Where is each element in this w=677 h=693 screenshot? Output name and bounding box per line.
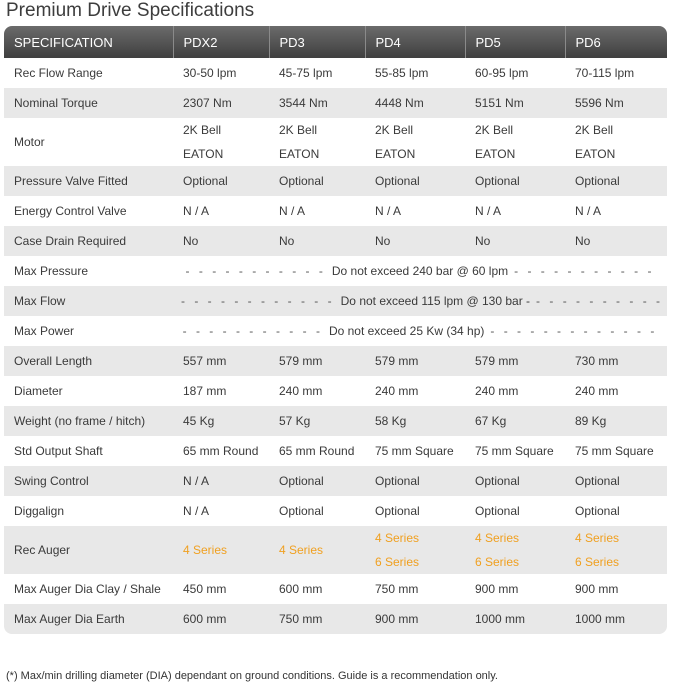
footnote: (*) Max/min drilling diameter (DIA) dependant on ground conditions. Guide is a recommendation only. — [6, 670, 498, 682]
auger-series-link[interactable]: 4 Series — [183, 543, 228, 557]
dash-leader-right: - - - - - - - - - - - - - — [490, 324, 658, 338]
table-row — [4, 604, 667, 634]
row-label: Diggalign — [4, 496, 173, 526]
value-cell — [269, 574, 365, 604]
value-text: 240 mm — [279, 384, 323, 398]
column-header-pdx2: PDX2 — [173, 26, 269, 58]
value-text: 5596 Nm — [575, 96, 624, 110]
table-row — [4, 574, 667, 604]
value-cell — [269, 604, 365, 634]
value-cell — [173, 196, 269, 226]
value-text: N / A — [475, 204, 502, 218]
value-cell — [365, 466, 465, 496]
row-label: Max Auger Dia Clay / Shale — [4, 574, 173, 604]
value-text: No — [575, 234, 591, 248]
value-text: 2K Bell — [183, 123, 222, 137]
value-cell — [465, 436, 565, 466]
value-cell — [269, 58, 365, 88]
value-text: 600 mm — [183, 612, 227, 626]
value-cell — [365, 574, 465, 604]
value-cell — [465, 466, 565, 496]
value-text: 450 mm — [183, 582, 227, 596]
value-text: 1000 mm — [475, 612, 526, 626]
value-text: Optional — [279, 474, 324, 488]
dash-leader-left: - - - - - - - - - - - - — [181, 294, 335, 308]
value-cell — [173, 436, 269, 466]
value-cell — [465, 376, 565, 406]
auger-series-link[interactable]: 6 Series — [475, 555, 520, 569]
value-text: 2K Bell — [575, 123, 614, 137]
value-cell — [173, 376, 269, 406]
value-text: 579 mm — [375, 354, 419, 368]
value-cell — [365, 604, 465, 634]
dash-leader-right: - - - - - - - - - - - — [514, 264, 655, 278]
value-text: No — [183, 234, 199, 248]
value-cell — [565, 88, 667, 118]
row-label: Max Power — [4, 316, 173, 346]
row-label: Nominal Torque — [4, 88, 173, 118]
value-text: 57 Kg — [279, 414, 311, 428]
value-text: N / A — [183, 504, 210, 518]
table-row — [4, 118, 667, 166]
auger-series-link[interactable]: 6 Series — [375, 555, 420, 569]
row-label: Case Drain Required — [4, 226, 173, 256]
value-text: 750 mm — [279, 612, 323, 626]
value-cell — [173, 604, 269, 634]
value-text: 240 mm — [375, 384, 419, 398]
value-cell — [565, 604, 667, 634]
value-text: 65 mm Round — [279, 444, 355, 458]
value-cell — [269, 526, 365, 574]
value-text: 600 mm — [279, 582, 323, 596]
value-text: 1000 mm — [575, 612, 626, 626]
value-cell — [465, 574, 565, 604]
value-cell — [365, 376, 465, 406]
column-header-pd5: PD5 — [465, 26, 565, 58]
value-text: 240 mm — [575, 384, 619, 398]
value-cell — [269, 196, 365, 226]
value-cell — [365, 406, 465, 436]
value-text: 900 mm — [575, 582, 619, 596]
table-row — [4, 376, 667, 406]
table-body — [4, 58, 667, 634]
value-cell — [365, 526, 465, 574]
table-row — [4, 466, 667, 496]
value-text: Optional — [475, 504, 520, 518]
column-header-specification: SPECIFICATION — [4, 26, 173, 58]
spanning-value-cell — [173, 316, 667, 346]
value-text: Optional — [375, 174, 420, 188]
page-title: Premium Drive Specifications — [6, 0, 255, 21]
table-row — [4, 436, 667, 466]
value-cell — [173, 574, 269, 604]
value-text: Optional — [475, 174, 520, 188]
value-cell — [269, 406, 365, 436]
value-text: 75 mm Square — [475, 444, 554, 458]
value-text: 579 mm — [279, 354, 323, 368]
value-text: Optional — [375, 504, 420, 518]
value-cell — [365, 226, 465, 256]
dash-leader-left: - - - - - - - - - - - — [185, 264, 326, 278]
value-text: 60-95 lpm — [475, 66, 529, 80]
column-header-pd3: PD3 — [269, 26, 365, 58]
value-cell — [565, 436, 667, 466]
value-text: 55-85 lpm — [375, 66, 429, 80]
table-row — [4, 346, 667, 376]
value-text: 750 mm — [375, 582, 419, 596]
auger-series-link[interactable]: 4 Series — [475, 531, 520, 545]
value-cell — [565, 58, 667, 88]
value-text: 2K Bell — [375, 123, 414, 137]
table-row — [4, 286, 667, 316]
value-text: 5151 Nm — [475, 96, 524, 110]
value-text: 65 mm Round — [183, 444, 259, 458]
value-cell — [269, 88, 365, 118]
value-text: 579 mm — [475, 354, 519, 368]
value-text: Optional — [575, 174, 620, 188]
column-header-pd6: PD6 — [565, 26, 667, 58]
dash-leader-right: - - - - - - - - - - — [536, 294, 664, 308]
value-cell — [465, 196, 565, 226]
auger-series-link[interactable]: 4 Series — [279, 543, 324, 557]
value-cell — [173, 166, 269, 196]
value-cell — [173, 406, 269, 436]
value-cell — [565, 226, 667, 256]
value-text: 3544 Nm — [279, 96, 328, 110]
value-cell — [465, 604, 565, 634]
value-text: 730 mm — [575, 354, 619, 368]
value-cell — [465, 496, 565, 526]
value-cell — [269, 436, 365, 466]
value-text: EATON — [575, 147, 616, 161]
row-label: Max Auger Dia Earth — [4, 604, 173, 634]
table-row — [4, 166, 667, 196]
value-text: Optional — [375, 474, 420, 488]
value-cell — [465, 88, 565, 118]
spanning-value-cell — [173, 286, 667, 316]
value-text: EATON — [475, 147, 516, 161]
spanning-value-text: Do not exceed 240 bar @ 60 lpm — [331, 264, 509, 278]
value-cell — [465, 346, 565, 376]
row-label: Weight (no frame / hitch) — [4, 406, 173, 436]
value-text: Optional — [575, 474, 620, 488]
value-cell — [465, 406, 565, 436]
value-cell — [565, 196, 667, 226]
value-cell — [269, 166, 365, 196]
row-label: Swing Control — [4, 466, 173, 496]
value-cell — [465, 226, 565, 256]
row-label: Max Pressure — [4, 256, 173, 286]
value-cell — [269, 466, 365, 496]
row-label: Overall Length — [4, 346, 173, 376]
value-text: N / A — [183, 474, 210, 488]
value-cell — [173, 496, 269, 526]
table-row — [4, 58, 667, 88]
value-text: 89 Kg — [575, 414, 607, 428]
value-cell — [365, 436, 465, 466]
spec-table — [4, 26, 667, 634]
value-text: N / A — [375, 204, 402, 218]
value-cell — [173, 526, 269, 574]
table-row — [4, 316, 667, 346]
header-row — [4, 26, 667, 58]
value-cell — [365, 196, 465, 226]
value-text: 75 mm Square — [375, 444, 454, 458]
value-cell — [173, 466, 269, 496]
value-text: 45 Kg — [183, 414, 215, 428]
value-text: 557 mm — [183, 354, 227, 368]
value-text: 2K Bell — [475, 123, 514, 137]
value-cell — [269, 118, 365, 166]
value-text: 240 mm — [475, 384, 519, 398]
value-cell — [365, 166, 465, 196]
value-text: 67 Kg — [475, 414, 507, 428]
value-cell — [465, 58, 565, 88]
value-cell — [465, 166, 565, 196]
dash-leader-left: - - - - - - - - - - - — [182, 324, 323, 338]
value-text: EATON — [183, 147, 224, 161]
value-cell — [565, 376, 667, 406]
row-label: Rec Auger — [4, 526, 173, 574]
value-text: 4448 Nm — [375, 96, 424, 110]
value-text: 70-115 lpm — [575, 66, 635, 80]
value-text: Optional — [475, 474, 520, 488]
value-text: 2307 Nm — [183, 96, 232, 110]
value-text: No — [375, 234, 391, 248]
value-text: 2K Bell — [279, 123, 318, 137]
row-label: Motor — [4, 118, 173, 166]
row-label: Pressure Valve Fitted — [4, 166, 173, 196]
value-text: 187 mm — [183, 384, 227, 398]
value-cell — [465, 118, 565, 166]
value-text: No — [279, 234, 295, 248]
value-cell — [173, 226, 269, 256]
row-label: Energy Control Valve — [4, 196, 173, 226]
auger-series-link[interactable]: 4 Series — [575, 531, 620, 545]
value-text: 75 mm Square — [575, 444, 654, 458]
table-row — [4, 256, 667, 286]
column-header-pd4: PD4 — [365, 26, 465, 58]
table-row — [4, 226, 667, 256]
value-cell — [269, 496, 365, 526]
value-cell — [173, 118, 269, 166]
table-row — [4, 496, 667, 526]
value-cell — [565, 496, 667, 526]
value-text: Optional — [279, 504, 324, 518]
value-cell — [565, 406, 667, 436]
value-cell — [269, 376, 365, 406]
table-row — [4, 196, 667, 226]
value-cell — [365, 88, 465, 118]
value-text: Optional — [575, 504, 620, 518]
value-cell — [365, 346, 465, 376]
value-text: EATON — [375, 147, 416, 161]
auger-series-link[interactable]: 6 Series — [575, 555, 620, 569]
value-text: 30-50 lpm — [183, 66, 237, 80]
value-cell — [173, 346, 269, 376]
value-cell — [269, 346, 365, 376]
table-row — [4, 88, 667, 118]
row-label: Max Flow — [4, 286, 173, 316]
value-cell — [565, 166, 667, 196]
value-text: No — [475, 234, 491, 248]
value-cell — [565, 574, 667, 604]
spanning-value-text: Do not exceed 25 Kw (34 hp) — [328, 324, 485, 338]
value-text: EATON — [279, 147, 320, 161]
row-label: Std Output Shaft — [4, 436, 173, 466]
value-cell — [365, 118, 465, 166]
auger-series-link[interactable]: 4 Series — [375, 531, 420, 545]
value-cell — [565, 118, 667, 166]
row-label: Rec Flow Range — [4, 58, 173, 88]
value-cell — [173, 88, 269, 118]
value-cell — [565, 466, 667, 496]
value-cell — [365, 58, 465, 88]
value-text: 45-75 lpm — [279, 66, 333, 80]
value-cell — [465, 526, 565, 574]
value-cell — [365, 496, 465, 526]
value-text: 900 mm — [475, 582, 519, 596]
value-text: Optional — [183, 174, 228, 188]
value-text: 58 Kg — [375, 414, 407, 428]
table-row — [4, 406, 667, 436]
value-text: N / A — [183, 204, 210, 218]
table-row — [4, 526, 667, 574]
value-cell — [565, 526, 667, 574]
value-cell — [269, 226, 365, 256]
row-label: Diameter — [4, 376, 173, 406]
value-cell — [565, 346, 667, 376]
value-text: Optional — [279, 174, 324, 188]
value-text: N / A — [575, 204, 602, 218]
value-cell — [173, 58, 269, 88]
value-text: 900 mm — [375, 612, 419, 626]
spanning-value-text: Do not exceed 115 lpm @ 130 bar - — [340, 294, 531, 308]
spanning-value-cell — [173, 256, 667, 286]
value-text: N / A — [279, 204, 306, 218]
